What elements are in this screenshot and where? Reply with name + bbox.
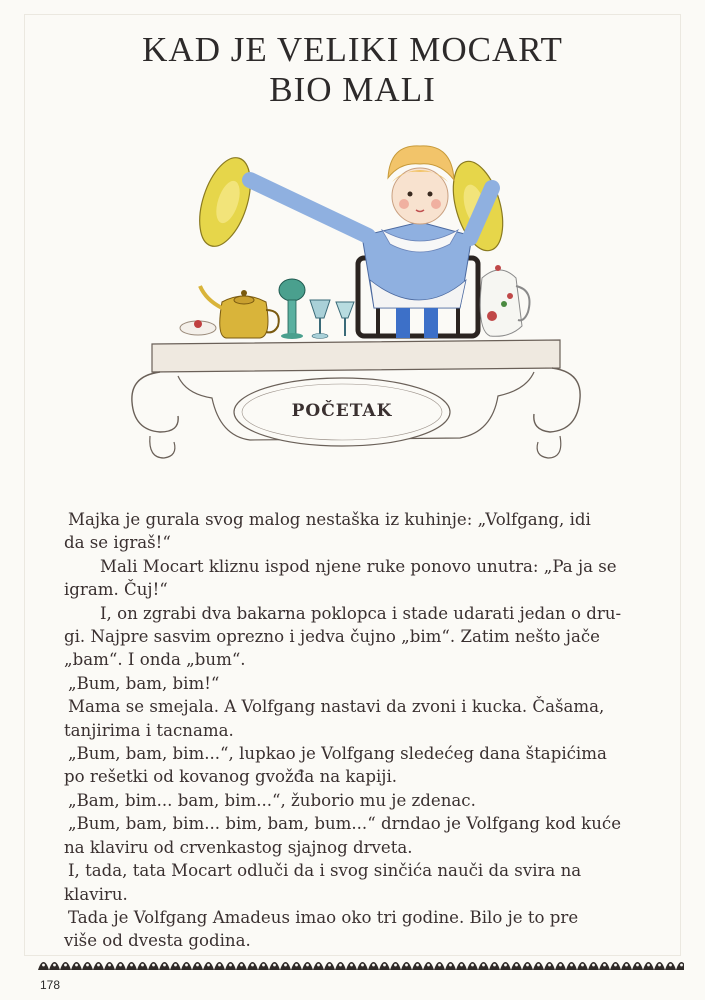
story-line: više od dvesta godina. xyxy=(64,931,251,951)
story-line: da se igraš!“ xyxy=(64,533,171,553)
story-line: Tada je Volfgang Amadeus imao oko tri godine. Bilo je to pre xyxy=(68,907,579,927)
story-line: na klaviru od crvenkastog sjajnog drveta. xyxy=(64,837,413,857)
decorative-border xyxy=(38,961,684,971)
story-line: „Bum, bam, bim...“, lupkao je Volfgang sledećeg dana štapićima xyxy=(68,744,607,764)
glass-icon xyxy=(279,279,354,339)
story-text xyxy=(64,508,678,953)
story-line: „bam“. I onda „bum“. xyxy=(64,650,246,670)
story-line: „Bum, bam, bim... bim, bam, bum...“ drndao je Volfgang kod kuće xyxy=(68,814,622,834)
story-line: „Bum, bam, bim!“ xyxy=(68,673,220,693)
page-number: 178 xyxy=(40,978,61,992)
story-line: tanjirima i tacnama. xyxy=(64,720,234,740)
cymbal-left-icon xyxy=(190,151,260,252)
title-line-2: BIO MALI xyxy=(269,70,436,109)
plaque-label: POČETAK xyxy=(291,401,393,421)
story-line: „Bam, bim... bam, bim...“, žuborio mu je zdenac. xyxy=(68,790,476,810)
story-line: Mama se smejala. A Volfgang nastavi da zvoni i kucka. Čašama, xyxy=(68,697,605,717)
story-line: I, tada, tata Mocart odluči da i svog sinčića nauči da svira na xyxy=(68,861,582,881)
story-line: igram. Čuj!“ xyxy=(64,580,168,600)
title-line-1: KAD JE VELIKI MOCART xyxy=(142,30,563,69)
page-title xyxy=(0,30,705,110)
story-line: Mali Mocart kliznu ispod njene ruke ponovo unutra: „Pa ja se xyxy=(100,556,617,576)
story-line: Majka je gurala svog malog nestaška iz kuhinje: „Volfgang, idi xyxy=(68,510,591,529)
story-line: po rešetki od kovanog gvožđa na kapiji. xyxy=(64,767,398,787)
story-line: I, on zgrabi dva bakarna poklopca i stade udarati jedan o dru- xyxy=(100,603,622,623)
cream-jug-icon xyxy=(480,265,529,336)
story-line: gi. Najpre sasvim oprezno i jedva čujno „bim“. Zatim nešto jače xyxy=(64,627,600,647)
story-line: klaviru. xyxy=(64,884,128,904)
bowl-icon xyxy=(180,320,216,335)
